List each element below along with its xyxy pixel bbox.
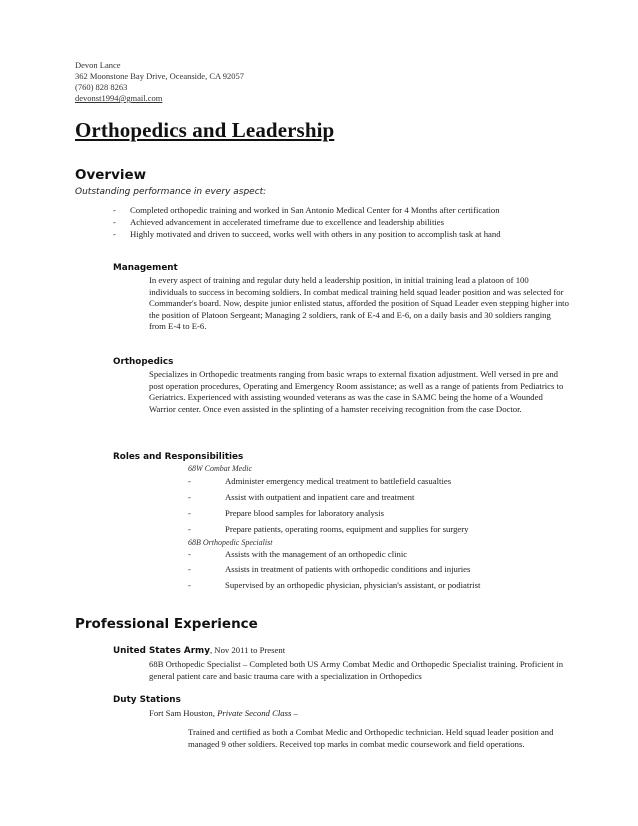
- bullet-dash: -: [188, 508, 191, 518]
- orthopedics-paragraph: Specializes in Orthopedic treatments ranging from basic wraps to external fixation adjustment. Well versed in pre and post operation procedures, Operating and Emergency Room assistance; as well as a range of patients from Pediatrics to Geriatrics. Experienced with assisting wounded veterans as was the case in SAMC being the home of a Wounded Warrior center. Once even assisted in the splinting of a hamster receiving recognition from the case Doctor.: [149, 369, 564, 414]
- role-item-text: Assists with the management of an orthopedic clinic: [225, 549, 408, 559]
- role-item-text: Administer emergency medical treatment to battlefield casualties: [225, 476, 452, 486]
- overview-bullet-text: Completed orthopedic training and worked in San Antonio Medical Center for 4 Months after certification: [130, 205, 500, 215]
- resume-title: Orthopedics and Leadership: [75, 118, 335, 142]
- contact-name: Devon Lance: [75, 60, 121, 70]
- employment-dates: , Nov 2011 to Present: [209, 645, 286, 655]
- bullet-dash: -: [188, 492, 191, 502]
- employer-name: United States Army: [113, 646, 210, 656]
- role-group-title: 68B Orthopedic Specialist: [188, 538, 273, 547]
- overview-subtitle: Outstanding performance in every aspect:: [75, 187, 267, 197]
- overview-bullet-text: Achieved advancement in accelerated timeframe due to excellence and leadership abilities: [130, 217, 445, 227]
- employer-line: [113, 645, 285, 656]
- contact-email[interactable]: devonst1994@gmail.com: [75, 93, 163, 103]
- bullet-dash: -: [113, 205, 116, 215]
- contact-phone: (760) 828 8263: [75, 82, 128, 92]
- bullet-dash: -: [188, 564, 191, 574]
- duty-station-name: Fort Sam Houston,: [149, 708, 218, 718]
- roles-heading: Roles and Responsibilities: [113, 452, 244, 462]
- bullet-dash: -: [113, 217, 116, 227]
- overview-heading: Overview: [75, 167, 147, 183]
- bullet-dash: -: [188, 580, 191, 590]
- duty-stations-heading: Duty Stations: [113, 695, 181, 705]
- role-group-title: 68W Combat Medic: [188, 464, 252, 473]
- bullet-dash: -: [188, 524, 191, 534]
- duty-station-paragraph: Trained and certified as both a Combat Medic and Orthopedic technician. Held squad leader position and managed 9 other soldiers. Received top marks in combat medic coursework and field operations.: [188, 727, 554, 749]
- role-item-text: Prepare blood samples for laboratory analysis: [225, 508, 384, 518]
- role-item-text: Supervised by an orthopedic physician, physician's assistant, or podiatrist: [225, 580, 481, 590]
- experience-summary: 68B Orthopedic Specialist – Completed both US Army Combat Medic and Orthopedic Specialist training. Proficient in general patient care and basic trauma care with a specialization in Orthopedics: [149, 659, 564, 681]
- duty-station-rank: Private Second Class –: [217, 708, 298, 718]
- role-item-text: Assist with outpatient and inpatient care and treatment: [225, 492, 415, 502]
- overview-bullet-text: Highly motivated and driven to succeed, works well with others in any position to accomplish task at hand: [130, 229, 501, 239]
- orthopedics-heading: Orthopedics: [113, 357, 174, 367]
- management-heading: Management: [113, 263, 178, 273]
- role-item-text: Prepare patients, operating rooms, equipment and supplies for surgery: [225, 524, 469, 534]
- duty-station-line: [149, 708, 298, 718]
- experience-heading: Professional Experience: [75, 616, 258, 632]
- bullet-dash: -: [113, 229, 116, 239]
- role-item-text: Assists in treatment of patients with orthopedic conditions and injuries: [225, 564, 471, 574]
- bullet-dash: -: [188, 549, 191, 559]
- contact-address: 362 Moonstone Bay Drive, Oceanside, CA 92057: [75, 71, 245, 81]
- management-paragraph: In every aspect of training and regular duty held a leadership position, in initial training lead a platoon of 100 individuals to success in becoming soldiers. In combat medical training held squad leader position and was selected for Commander's board. Now, despite junior enlisted status, afforded the position of Squad Leader even stepping higher into the position of Platoon Sergeant; Managing 2 soldiers, rank of E-4 and E-6, on a daily basis and 30 soldiers ranging from E-4 to E-6.: [149, 275, 569, 332]
- bullet-dash: -: [188, 476, 191, 486]
